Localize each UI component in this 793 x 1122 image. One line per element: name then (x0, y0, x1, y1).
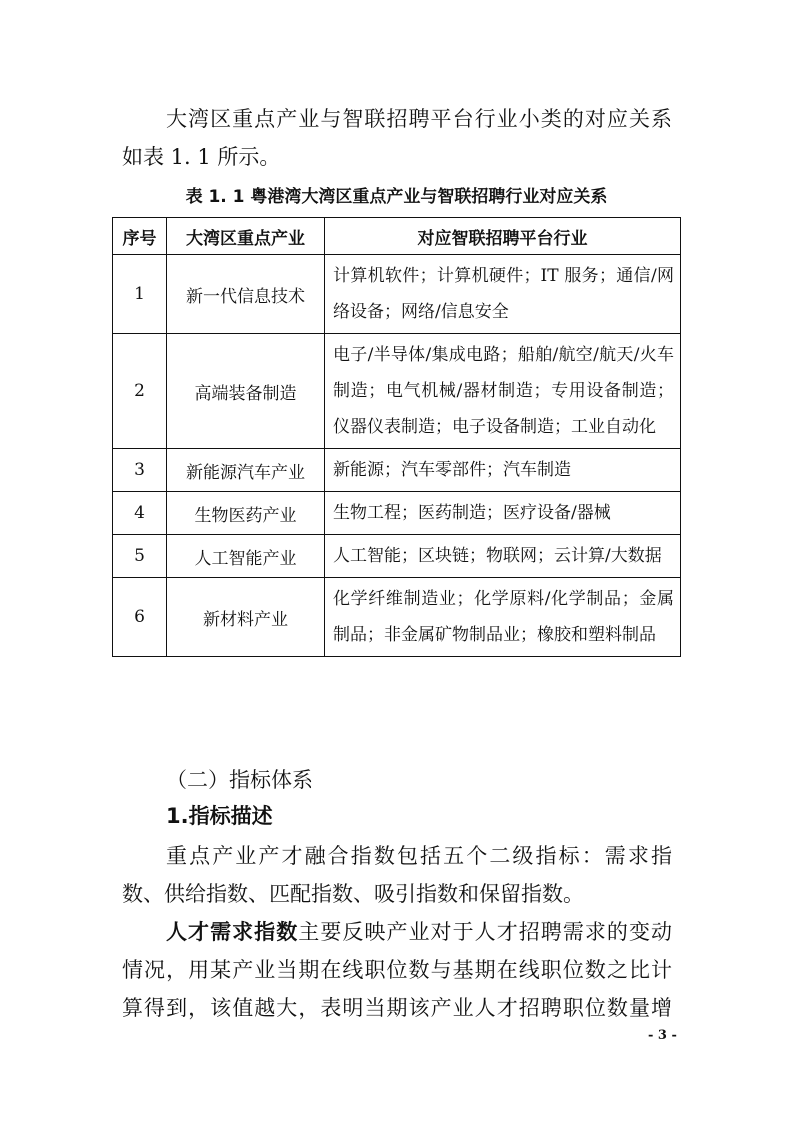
intro-line-2: 如表 1. 1 所示。 (122, 145, 281, 169)
term-talent-demand-index: 人才需求指数 (166, 920, 299, 944)
row-mapping: 计算机软件；计算机硬件；IT 服务；通信/网络设备；网络/信息安全 (325, 255, 681, 334)
page-number: - 3 - (648, 1028, 677, 1043)
paragraph-1-line-2: 数、供给指数、匹配指数、吸引指数和保留指数。 (122, 882, 584, 906)
row-mapping: 新能源；汽车零部件；汽车制造 (325, 449, 681, 492)
row-industry: 人工智能产业 (167, 535, 325, 578)
row-mapping: 电子/半导体/集成电路；船舶/航空/航天/火车制造；电气机械/器材制造；专用设备制造；仪器仪表制造；电子设备制造；工业自动化 (325, 334, 681, 449)
subsection-heading: 1.指标描述 (166, 804, 273, 828)
table-caption: 表 1. 1 粤港湾大湾区重点产业与智联招聘行业对应关系 (185, 187, 608, 207)
paragraph-2-line-2: 情况，用某产业当期在线职位数与基期在线职位数之比计 (122, 958, 672, 982)
paragraph-2-line-3: 算得到，该值越大，表明当期该产业人才招聘职位数量增 (122, 996, 672, 1020)
table-header-row (113, 218, 681, 255)
row-mapping: 人工智能；区块链；物联网；云计算/大数据 (325, 535, 681, 578)
row-industry: 高端装备制造 (167, 334, 325, 449)
row-no: 4 (113, 492, 167, 535)
row-industry: 新能源汽车产业 (167, 449, 325, 492)
table-row (113, 255, 681, 334)
table-row (113, 449, 681, 492)
paragraph-1-line-1: 重点产业产才融合指数包括五个二级指标：需求指 (166, 844, 672, 868)
row-no: 3 (113, 449, 167, 492)
section-heading: （二）指标体系 (166, 768, 313, 792)
table-row (113, 535, 681, 578)
header-industry: 大湾区重点产业 (167, 218, 325, 255)
header-no: 序号 (113, 218, 167, 255)
paragraph-2-line-1 (166, 916, 672, 946)
row-no: 1 (113, 255, 167, 334)
intro-line-1: 大湾区重点产业与智联招聘平台行业小类的对应关系 (166, 107, 672, 131)
row-no: 5 (113, 535, 167, 578)
row-mapping: 生物工程；医药制造；医疗设备/器械 (325, 492, 681, 535)
row-no: 6 (113, 578, 167, 657)
row-mapping: 化学纤维制造业；化学原料/化学制品；金属制品；非金属矿物制品业；橡胶和塑料制品 (325, 578, 681, 657)
table-row (113, 578, 681, 657)
industry-mapping-table (112, 217, 681, 657)
row-industry: 新材料产业 (167, 578, 325, 657)
paragraph-2-line-1-text: 主要反映产业对于人才招聘需求的变动 (298, 920, 673, 944)
row-industry: 新一代信息技术 (167, 255, 325, 334)
table-row (113, 492, 681, 535)
header-mapping: 对应智联招聘平台行业 (325, 218, 681, 255)
row-industry: 生物医药产业 (167, 492, 325, 535)
row-no: 2 (113, 334, 167, 449)
table-row (113, 334, 681, 449)
